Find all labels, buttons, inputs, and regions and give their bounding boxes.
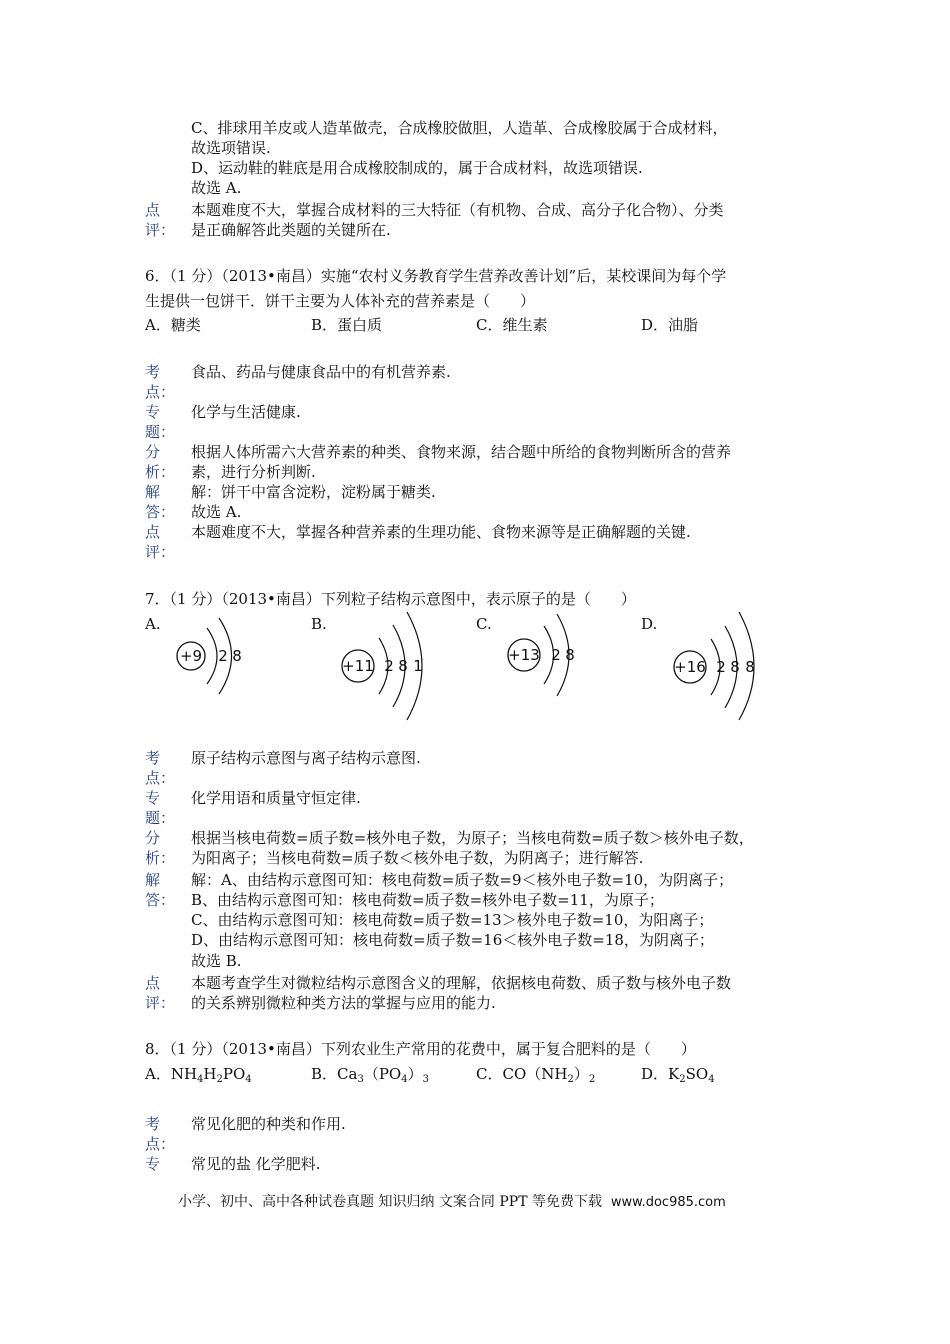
zhuanti-text: 化学与生活健康. xyxy=(191,403,301,421)
q6-option-d: D．油脂 xyxy=(641,316,699,334)
kaodian-text: 食品、药品与健康食品中的有机营养素. xyxy=(191,363,451,381)
prev-text-line: C、排球用羊皮或人造革做壳，合成橡胶做胆，人造革、合成橡胶属于合成材料， xyxy=(191,119,728,137)
q7-option-a: A. xyxy=(145,615,161,633)
review-text: 本题难度不大，掌握合成材料的三大特征（有机物、合成、高分子化合物）、分类 xyxy=(191,201,724,219)
jieda-text: 故选 B. xyxy=(191,952,242,970)
atom-diagram-b xyxy=(339,608,439,720)
fenxi-text: 为阳离子；当核电荷数=质子数＜核外电子数，为阴离子；进行解答. xyxy=(191,849,644,867)
kaodian-text: 常见化肥的种类和作用. xyxy=(191,1115,346,1133)
jieda-label: 答： xyxy=(145,503,176,521)
atom-diagram-d xyxy=(671,608,771,720)
page-footer xyxy=(178,1191,726,1211)
dianping-label: 点 xyxy=(145,523,161,541)
footer-text: 小学、初中、高中各种试卷真题 知识归纳 文案合同 PPT 等免费下载 xyxy=(178,1194,602,1210)
question-6-stem: 生提供一包饼干．饼干主要为人体补充的营养素是（ ） xyxy=(145,292,536,310)
prev-text-line: 故选 A. xyxy=(191,179,242,197)
zhuanti-label: 题： xyxy=(145,423,176,441)
zhuanti-label: 专 xyxy=(145,403,161,421)
question-7-stem: 7．（1 分）（2013•南昌）下列粒子结构示意图中，表示原子的是（ ） xyxy=(145,590,636,608)
jieda-text: C、由结构示意图可知：核电荷数=质子数=13＞核外电子数=10，为阳离子； xyxy=(191,911,714,929)
kaodian-label: 考 xyxy=(145,1115,161,1133)
shell-electrons: 8 xyxy=(232,647,242,665)
nucleus-charge: +16 xyxy=(674,658,706,676)
dianping-label: 点 xyxy=(145,974,161,992)
jieda-label: 答： xyxy=(145,891,176,909)
jieda-text: D、由结构示意图可知：核电荷数=质子数=16＜核外电子数=18，为阴离子； xyxy=(191,931,714,949)
fenxi-text: 根据人体所需六大营养素的种类、食物来源，结合题中所给的食物判断所含的营养 xyxy=(191,443,732,461)
nucleus-charge: +11 xyxy=(342,657,374,675)
q8-option-d: D．$K_2SO_4$ xyxy=(641,1065,715,1085)
nucleus-charge: +9 xyxy=(179,647,203,665)
kaodian-label: 点： xyxy=(145,1135,176,1153)
review-text: 是正确解答此类题的关键所在. xyxy=(191,221,391,239)
shell-electrons: 2 xyxy=(218,647,228,665)
zhuanti-label: 题： xyxy=(145,809,176,827)
fenxi-text: 素，进行分析判断. xyxy=(191,463,316,481)
review-label: 评： xyxy=(145,221,176,239)
jieda-label: 解 xyxy=(145,483,161,501)
q7-option-d: D. xyxy=(641,615,658,633)
shell-electrons: 8 xyxy=(745,658,755,676)
review-label: 点 xyxy=(145,201,161,219)
dianping-text: 本题难度不大，掌握各种营养素的生理功能、食物来源等是正确解题的关键. xyxy=(191,523,691,541)
kaodian-text: 原子结构示意图与离子结构示意图. xyxy=(191,749,421,767)
jieda-text: 解：饼干中富含淀粉，淀粉属于糖类. xyxy=(191,483,436,501)
jieda-text: 解：A、由结构示意图可知：核电荷数=质子数=9＜核外电子数=10，为阴离子； xyxy=(191,871,734,889)
shell-electrons: 8 xyxy=(398,657,408,675)
atom-diagram-a xyxy=(172,604,262,694)
shell-electrons: 1 xyxy=(413,657,423,675)
q8-option-b: B．$Ca_3(PO_4)_3$ xyxy=(311,1065,429,1085)
prev-text-line: D、运动鞋的鞋底是用合成橡胶制成的，属于合成材料，故选项错误. xyxy=(191,159,643,177)
jieda-label: 解 xyxy=(145,871,161,889)
shell-electrons: 2 xyxy=(716,658,726,676)
nucleus-charge: +13 xyxy=(508,646,540,664)
question-8-stem: 8．（1 分）（2013•南昌）下列农业生产常用的花费中，属于复合肥料的是（ ） xyxy=(145,1040,696,1058)
electron-shell-arc xyxy=(207,628,217,684)
footer-url[interactable]: www.doc985.com xyxy=(610,1195,726,1210)
q6-option-b: B．蛋白质 xyxy=(311,316,383,334)
shell-electrons: 8 xyxy=(565,646,575,664)
kaodian-label: 点： xyxy=(145,769,176,787)
dianping-label: 评： xyxy=(145,994,176,1012)
atom-diagram-c xyxy=(505,604,595,694)
kaodian-label: 考 xyxy=(145,749,161,767)
fenxi-label: 析： xyxy=(145,463,176,481)
jieda-text: 故选 A. xyxy=(191,503,242,521)
q6-option-c: C．维生素 xyxy=(476,316,548,334)
q7-option-c: C. xyxy=(476,615,492,633)
q8-option-c: C．$CO(NH_2)_2$ xyxy=(476,1065,596,1085)
q8-option-a: A．$NH_4H_2PO_4$ xyxy=(145,1065,252,1085)
kaodian-label: 点： xyxy=(145,383,176,401)
dianping-label: 评： xyxy=(145,543,176,561)
shell-electrons: 2 xyxy=(551,646,561,664)
fenxi-label: 析： xyxy=(145,849,176,867)
fenxi-label: 分 xyxy=(145,829,161,847)
zhuanti-label: 专 xyxy=(145,789,161,807)
kaodian-label: 考 xyxy=(145,363,161,381)
q7-option-b: B. xyxy=(311,615,327,633)
dianping-text: 的关系辨别微粒种类方法的掌握与应用的能力. xyxy=(191,994,496,1012)
shell-electrons: 8 xyxy=(730,658,740,676)
q6-option-a: A．糖类 xyxy=(145,316,201,334)
question-6-stem: 6．（1 分）（2013•南昌）实施“农村义务教育学生营养改善计划”后，某校课间为每个学 xyxy=(145,267,727,285)
prev-text-line: 故选项错误. xyxy=(191,139,271,157)
zhuanti-label: 专 xyxy=(145,1155,161,1173)
jieda-text: B、由结构示意图可知：核电荷数=质子数=核外电子数=11，为原子； xyxy=(191,891,664,909)
dianping-text: 本题考查学生对微粒结构示意图含义的理解，依据核电荷数、质子数与核外电子数 xyxy=(191,974,732,992)
zhuanti-text: 化学用语和质量守恒定律. xyxy=(191,789,361,807)
fenxi-label: 分 xyxy=(145,443,161,461)
fenxi-text: 根据当核电荷数=质子数=核外电子数，为原子；当核电荷数=质子数＞核外电子数， xyxy=(191,829,754,847)
shell-electrons: 2 xyxy=(384,657,394,675)
zhuanti-text: 常见的盐 化学肥料. xyxy=(191,1155,321,1173)
